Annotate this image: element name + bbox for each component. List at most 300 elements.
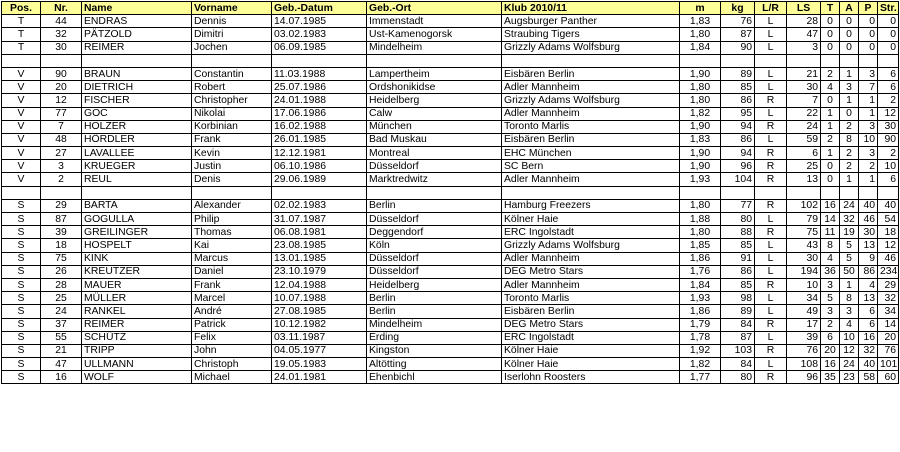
cell-kg: 80: [721, 371, 755, 384]
cell-ls: 30: [787, 252, 821, 265]
cell-p: 0: [859, 41, 878, 54]
empty-cell: [859, 186, 878, 199]
cell-ls: 194: [787, 265, 821, 278]
cell-p: 3: [859, 67, 878, 80]
cell-name: ENDRAS: [82, 15, 192, 28]
cell-lr: L: [755, 81, 787, 94]
cell-vorname: Nikolai: [192, 107, 272, 120]
cell-ls: 30: [787, 81, 821, 94]
table-row: [2, 120, 899, 133]
table-row: [2, 133, 899, 146]
cell-vorname: Dimitri: [192, 28, 272, 41]
cell-pos: T: [2, 41, 41, 54]
cell-p: 7: [859, 81, 878, 94]
cell-nr: 24: [41, 305, 82, 318]
cell-klub: Straubing Tigers: [502, 28, 680, 41]
cell-pos: S: [2, 265, 41, 278]
cell-a: 3: [840, 81, 859, 94]
cell-pos: V: [2, 120, 41, 133]
cell-lr: R: [755, 120, 787, 133]
cell-klub: EHC München: [502, 147, 680, 160]
cell-nr: 3: [41, 160, 82, 173]
cell-ls: 102: [787, 199, 821, 212]
spacer-row: [2, 186, 899, 199]
cell-ls: 34: [787, 292, 821, 305]
cell-name: KREUTZER: [82, 265, 192, 278]
cell-ls: 47: [787, 28, 821, 41]
cell-name: TRIPP: [82, 344, 192, 357]
cell-vorname: Christoph: [192, 358, 272, 371]
empty-cell: [680, 186, 721, 199]
table-row: [2, 278, 899, 291]
empty-cell: [821, 54, 840, 67]
col-header-kg: kg: [721, 2, 755, 15]
empty-cell: [878, 54, 899, 67]
cell-vorname: Justin: [192, 160, 272, 173]
empty-cell: [367, 54, 502, 67]
cell-str: 10: [878, 160, 899, 173]
cell-m: 1,77: [680, 371, 721, 384]
cell-t: 1: [821, 107, 840, 120]
cell-vorname: Frank: [192, 278, 272, 291]
empty-cell: [859, 54, 878, 67]
table-row: [2, 292, 899, 305]
cell-lr: R: [755, 318, 787, 331]
cell-name: MAUER: [82, 278, 192, 291]
cell-p: 9: [859, 252, 878, 265]
cell-m: 1,84: [680, 41, 721, 54]
cell-a: 0: [840, 28, 859, 41]
cell-t: 11: [821, 226, 840, 239]
cell-t: 16: [821, 358, 840, 371]
cell-kg: 87: [721, 28, 755, 41]
cell-pos: S: [2, 278, 41, 291]
empty-cell: [367, 186, 502, 199]
cell-vorname: Christopher: [192, 94, 272, 107]
cell-vorname: Michael: [192, 371, 272, 384]
cell-geb-datum: 16.02.1988: [272, 120, 367, 133]
cell-vorname: John: [192, 344, 272, 357]
cell-nr: 12: [41, 94, 82, 107]
cell-geb-datum: 24.01.1988: [272, 94, 367, 107]
cell-a: 0: [840, 15, 859, 28]
cell-name: KINK: [82, 252, 192, 265]
cell-pos: S: [2, 331, 41, 344]
cell-name: PÄTZOLD: [82, 28, 192, 41]
cell-klub: SC Bern: [502, 160, 680, 173]
cell-klub: ERC Ingolstadt: [502, 331, 680, 344]
cell-str: 0: [878, 41, 899, 54]
col-header-t: T: [821, 2, 840, 15]
cell-geb-ort: Calw: [367, 107, 502, 120]
cell-ls: 76: [787, 344, 821, 357]
col-header-klub: Klub 2010/11: [502, 2, 680, 15]
cell-geb-datum: 06.08.1981: [272, 226, 367, 239]
cell-ls: 13: [787, 173, 821, 186]
empty-cell: [2, 186, 41, 199]
empty-cell: [878, 186, 899, 199]
table-row: [2, 371, 899, 384]
cell-name: GOC: [82, 107, 192, 120]
cell-m: 1,82: [680, 107, 721, 120]
cell-geb-ort: Berlin: [367, 199, 502, 212]
cell-t: 16: [821, 199, 840, 212]
cell-a: 0: [840, 107, 859, 120]
empty-cell: [41, 54, 82, 67]
cell-lr: L: [755, 133, 787, 146]
cell-p: 6: [859, 318, 878, 331]
cell-m: 1,90: [680, 120, 721, 133]
cell-p: 3: [859, 147, 878, 160]
cell-str: 0: [878, 28, 899, 41]
cell-nr: 20: [41, 81, 82, 94]
cell-geb-ort: Immenstadt: [367, 15, 502, 28]
cell-klub: ERC Ingolstadt: [502, 226, 680, 239]
cell-nr: 37: [41, 318, 82, 331]
empty-cell: [840, 54, 859, 67]
cell-kg: 85: [721, 239, 755, 252]
cell-a: 4: [840, 318, 859, 331]
cell-a: 24: [840, 358, 859, 371]
cell-nr: 44: [41, 15, 82, 28]
cell-m: 1,86: [680, 305, 721, 318]
cell-klub: DEG Metro Stars: [502, 318, 680, 331]
cell-ls: 6: [787, 147, 821, 160]
cell-lr: L: [755, 292, 787, 305]
cell-geb-datum: 06.10.1986: [272, 160, 367, 173]
table-row: [2, 81, 899, 94]
cell-kg: 80: [721, 213, 755, 226]
cell-str: 54: [878, 213, 899, 226]
cell-p: 58: [859, 371, 878, 384]
cell-a: 1: [840, 67, 859, 80]
cell-geb-ort: Lampertheim: [367, 67, 502, 80]
empty-cell: [41, 186, 82, 199]
cell-p: 46: [859, 213, 878, 226]
cell-m: 1,76: [680, 265, 721, 278]
cell-ls: 75: [787, 226, 821, 239]
col-header-name: Name: [82, 2, 192, 15]
cell-a: 2: [840, 120, 859, 133]
cell-str: 12: [878, 107, 899, 120]
cell-geb-datum: 03.02.1983: [272, 28, 367, 41]
cell-lr: L: [755, 252, 787, 265]
cell-geb-ort: Deggendorf: [367, 226, 502, 239]
cell-geb-ort: Düsseldorf: [367, 265, 502, 278]
cell-vorname: Korbinian: [192, 120, 272, 133]
cell-ls: 21: [787, 67, 821, 80]
cell-pos: S: [2, 371, 41, 384]
cell-a: 5: [840, 239, 859, 252]
cell-lr: L: [755, 213, 787, 226]
cell-geb-ort: Montreal: [367, 147, 502, 160]
cell-kg: 103: [721, 344, 755, 357]
cell-klub: Grizzly Adams Wolfsburg: [502, 94, 680, 107]
cell-m: 1,80: [680, 199, 721, 212]
cell-kg: 86: [721, 265, 755, 278]
cell-a: 1: [840, 173, 859, 186]
col-header-a: A: [840, 2, 859, 15]
cell-pos: S: [2, 358, 41, 371]
cell-vorname: Patrick: [192, 318, 272, 331]
cell-p: 86: [859, 265, 878, 278]
table-row: [2, 199, 899, 212]
cell-kg: 95: [721, 107, 755, 120]
cell-kg: 90: [721, 41, 755, 54]
cell-a: 8: [840, 292, 859, 305]
cell-lr: R: [755, 199, 787, 212]
cell-str: 0: [878, 15, 899, 28]
cell-p: 16: [859, 331, 878, 344]
roster-table: [1, 1, 899, 384]
cell-klub: Grizzly Adams Wolfsburg: [502, 239, 680, 252]
cell-lr: R: [755, 371, 787, 384]
cell-t: 1: [821, 147, 840, 160]
cell-klub: Augsburger Panther: [502, 15, 680, 28]
cell-lr: R: [755, 344, 787, 357]
cell-t: 20: [821, 344, 840, 357]
cell-geb-ort: Berlin: [367, 305, 502, 318]
cell-nr: 29: [41, 199, 82, 212]
cell-kg: 89: [721, 305, 755, 318]
cell-vorname: Felix: [192, 331, 272, 344]
cell-t: 8: [821, 239, 840, 252]
cell-name: WOLF: [82, 371, 192, 384]
cell-m: 1,84: [680, 278, 721, 291]
empty-cell: [787, 54, 821, 67]
empty-cell: [821, 186, 840, 199]
cell-geb-datum: 13.01.1985: [272, 252, 367, 265]
cell-a: 50: [840, 265, 859, 278]
cell-vorname: André: [192, 305, 272, 318]
empty-cell: [272, 186, 367, 199]
table-row: [2, 107, 899, 120]
cell-name: KRUEGER: [82, 160, 192, 173]
cell-nr: 39: [41, 226, 82, 239]
cell-ls: 17: [787, 318, 821, 331]
table-row: [2, 173, 899, 186]
cell-pos: V: [2, 133, 41, 146]
cell-ls: 7: [787, 94, 821, 107]
table-row: [2, 265, 899, 278]
cell-geb-datum: 10.12.1982: [272, 318, 367, 331]
table-row: [2, 318, 899, 331]
cell-kg: 87: [721, 331, 755, 344]
cell-ls: 10: [787, 278, 821, 291]
cell-kg: 85: [721, 278, 755, 291]
cell-vorname: Philip: [192, 213, 272, 226]
cell-name: ULLMANN: [82, 358, 192, 371]
cell-name: DIETRICH: [82, 81, 192, 94]
cell-vorname: Thomas: [192, 226, 272, 239]
table-row: [2, 94, 899, 107]
table-row: [2, 15, 899, 28]
cell-ls: 49: [787, 305, 821, 318]
cell-lr: R: [755, 226, 787, 239]
cell-geb-ort: Köln: [367, 239, 502, 252]
col-header-geb-datum: Geb.-Datum: [272, 2, 367, 15]
cell-klub: DEG Metro Stars: [502, 265, 680, 278]
cell-ls: 39: [787, 331, 821, 344]
cell-t: 14: [821, 213, 840, 226]
cell-nr: 90: [41, 67, 82, 80]
cell-ls: 96: [787, 371, 821, 384]
cell-kg: 96: [721, 160, 755, 173]
cell-ls: 79: [787, 213, 821, 226]
cell-p: 13: [859, 239, 878, 252]
cell-str: 30: [878, 120, 899, 133]
cell-m: 1,83: [680, 133, 721, 146]
cell-geb-datum: 27.08.1985: [272, 305, 367, 318]
cell-vorname: Robert: [192, 81, 272, 94]
cell-klub: Adler Mannheim: [502, 173, 680, 186]
cell-t: 6: [821, 331, 840, 344]
cell-p: 13: [859, 292, 878, 305]
empty-cell: [721, 54, 755, 67]
cell-a: 3: [840, 305, 859, 318]
cell-name: REIMER: [82, 41, 192, 54]
cell-a: 0: [840, 41, 859, 54]
cell-pos: V: [2, 147, 41, 160]
cell-m: 1,80: [680, 226, 721, 239]
table-row: [2, 226, 899, 239]
cell-lr: L: [755, 358, 787, 371]
cell-p: 3: [859, 120, 878, 133]
cell-str: 6: [878, 173, 899, 186]
cell-kg: 104: [721, 173, 755, 186]
cell-pos: T: [2, 28, 41, 41]
cell-klub: Adler Mannheim: [502, 81, 680, 94]
cell-t: 4: [821, 81, 840, 94]
col-header-geb-ort: Geb.-Ort: [367, 2, 502, 15]
cell-name: BARTA: [82, 199, 192, 212]
cell-klub: Kölner Haie: [502, 344, 680, 357]
col-header-str: Str.: [878, 2, 899, 15]
cell-geb-datum: 26.01.1985: [272, 133, 367, 146]
cell-geb-datum: 19.05.1983: [272, 358, 367, 371]
cell-a: 1: [840, 94, 859, 107]
cell-str: 60: [878, 371, 899, 384]
cell-nr: 25: [41, 292, 82, 305]
cell-pos: V: [2, 160, 41, 173]
col-header-m: m: [680, 2, 721, 15]
cell-klub: Kölner Haie: [502, 213, 680, 226]
cell-str: 20: [878, 331, 899, 344]
cell-str: 2: [878, 147, 899, 160]
cell-lr: L: [755, 331, 787, 344]
cell-name: MÜLLER: [82, 292, 192, 305]
cell-geb-datum: 12.12.1981: [272, 147, 367, 160]
cell-nr: 55: [41, 331, 82, 344]
cell-p: 0: [859, 15, 878, 28]
cell-geb-datum: 17.06.1986: [272, 107, 367, 120]
cell-a: 8: [840, 133, 859, 146]
cell-p: 1: [859, 107, 878, 120]
cell-name: FISCHER: [82, 94, 192, 107]
cell-kg: 94: [721, 120, 755, 133]
cell-p: 10: [859, 133, 878, 146]
cell-vorname: Marcel: [192, 292, 272, 305]
cell-vorname: Daniel: [192, 265, 272, 278]
cell-vorname: Frank: [192, 133, 272, 146]
cell-ls: 24: [787, 120, 821, 133]
cell-str: 76: [878, 344, 899, 357]
cell-m: 1,83: [680, 15, 721, 28]
table-row: [2, 213, 899, 226]
cell-m: 1,90: [680, 160, 721, 173]
cell-geb-datum: 31.07.1987: [272, 213, 367, 226]
cell-m: 1,90: [680, 147, 721, 160]
empty-cell: [680, 54, 721, 67]
cell-a: 23: [840, 371, 859, 384]
empty-cell: [82, 186, 192, 199]
cell-geb-ort: Berlin: [367, 292, 502, 305]
cell-p: 30: [859, 226, 878, 239]
cell-t: 0: [821, 41, 840, 54]
cell-m: 1,82: [680, 358, 721, 371]
table-row: [2, 252, 899, 265]
cell-klub: Adler Mannheim: [502, 252, 680, 265]
cell-name: HOSPELT: [82, 239, 192, 252]
empty-cell: [502, 54, 680, 67]
cell-klub: Toronto Marlis: [502, 120, 680, 133]
cell-kg: 88: [721, 226, 755, 239]
cell-kg: 94: [721, 147, 755, 160]
cell-str: 90: [878, 133, 899, 146]
cell-m: 1,92: [680, 344, 721, 357]
cell-nr: 26: [41, 265, 82, 278]
cell-geb-datum: 12.04.1988: [272, 278, 367, 291]
cell-klub: Adler Mannheim: [502, 278, 680, 291]
cell-kg: 86: [721, 133, 755, 146]
roster-body: [2, 15, 899, 384]
cell-t: 35: [821, 371, 840, 384]
cell-m: 1,88: [680, 213, 721, 226]
spacer-row: [2, 54, 899, 67]
cell-a: 19: [840, 226, 859, 239]
cell-lr: R: [755, 147, 787, 160]
cell-vorname: Constantin: [192, 67, 272, 80]
cell-nr: 21: [41, 344, 82, 357]
cell-lr: L: [755, 15, 787, 28]
cell-p: 6: [859, 305, 878, 318]
cell-ls: 22: [787, 107, 821, 120]
cell-lr: L: [755, 239, 787, 252]
cell-t: 3: [821, 278, 840, 291]
empty-cell: [721, 186, 755, 199]
empty-cell: [787, 186, 821, 199]
cell-m: 1,79: [680, 318, 721, 331]
empty-cell: [192, 186, 272, 199]
cell-vorname: Denis: [192, 173, 272, 186]
cell-nr: 47: [41, 358, 82, 371]
cell-t: 2: [821, 67, 840, 80]
cell-pos: V: [2, 81, 41, 94]
cell-name: BRAUN: [82, 67, 192, 80]
cell-t: 5: [821, 292, 840, 305]
cell-vorname: Alexander: [192, 199, 272, 212]
cell-geb-datum: 11.03.1988: [272, 67, 367, 80]
cell-pos: V: [2, 67, 41, 80]
cell-ls: 28: [787, 15, 821, 28]
cell-a: 2: [840, 147, 859, 160]
empty-cell: [755, 186, 787, 199]
cell-pos: V: [2, 173, 41, 186]
table-row: [2, 358, 899, 371]
cell-m: 1,80: [680, 28, 721, 41]
cell-klub: Adler Mannheim: [502, 107, 680, 120]
cell-nr: 32: [41, 28, 82, 41]
